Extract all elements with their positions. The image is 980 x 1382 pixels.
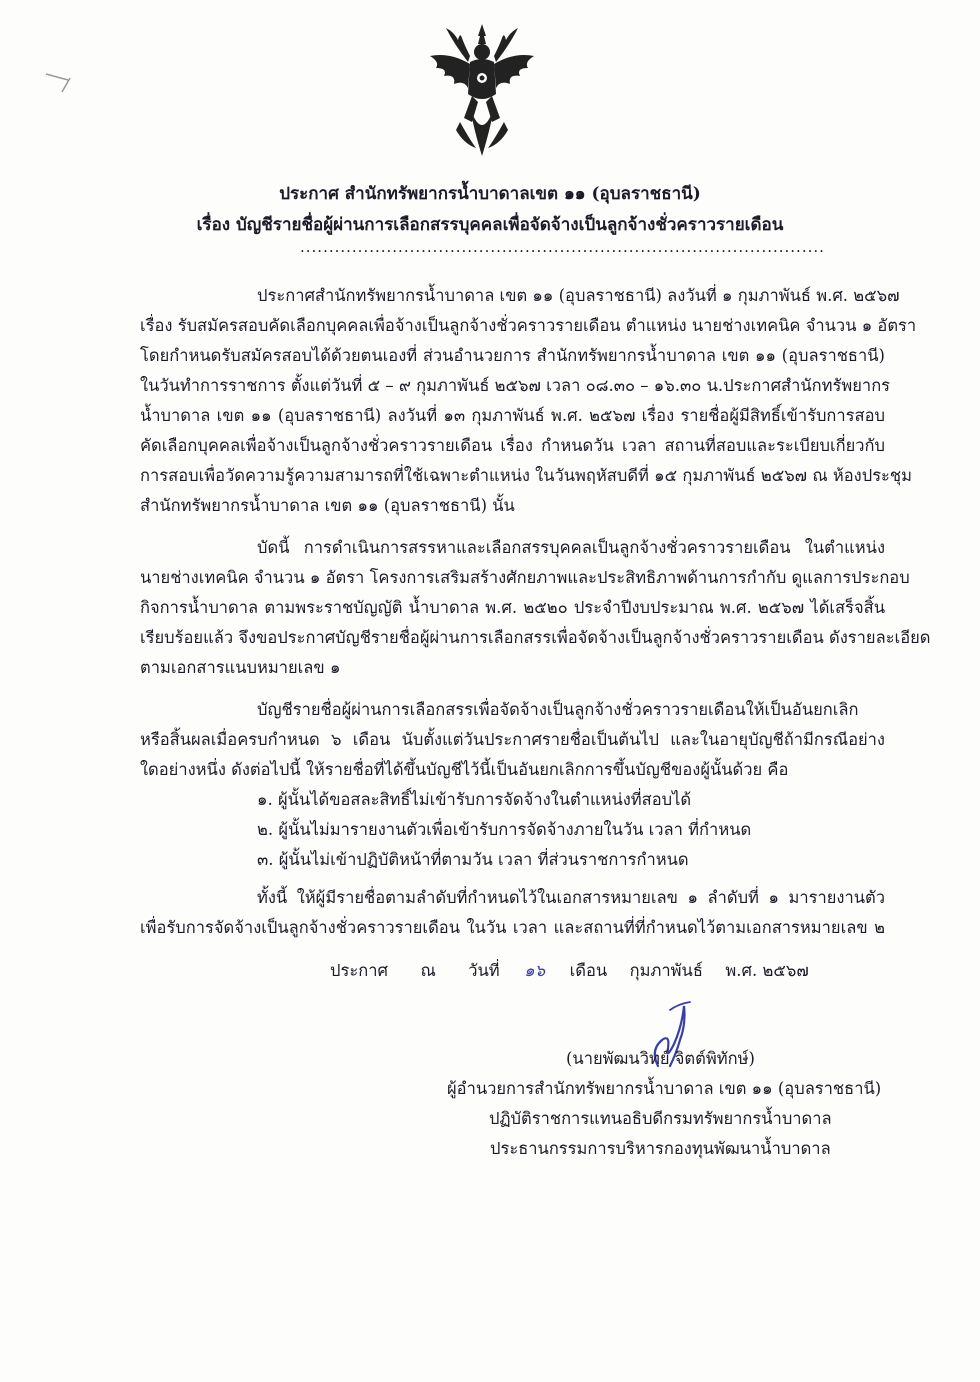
- paragraph-1-line: การสอบเพื่อวัดความรู้ความสามารถที่ใช้เฉพาะตำแหน่ง ในวันพฤหัสบดีที่ ๑๕ กุมภาพันธ์ ๒๕๖๗ ณ ห้องประชุม: [140, 466, 912, 485]
- dateline: [330, 958, 809, 984]
- garuda-emblem: [420, 22, 544, 162]
- list-item: ๑. ผู้นั้นได้ขอสละสิทธิ์ไม่เข้ารับการจัดจ้างในตำแหน่งที่สอบได้: [257, 790, 692, 809]
- dateline-day-value: ๑๖: [524, 961, 546, 980]
- paragraph-1-line: ในวันทำการราชการ ตั้งแต่วันที่ ๕ – ๙ กุมภาพันธ์ ๒๕๖๗ เวลา ๐๘.๓๐ – ๑๖.๓๐ น.ประกาศสำนักทรัพยากร: [140, 376, 891, 395]
- paragraph-1-line: โดยกำหนดรับสมัครสอบได้ด้วยตนเองที่ ส่วนอำนวยการ สำนักทรัพยากรน้ำบาดาล เขต ๑๑ (อุบลราชธานี): [140, 346, 885, 365]
- paragraph-1-line: ประกาศสำนักทรัพยากรน้ำบาดาล เขต ๑๑ (อุบลราชธานี) ลงวันที่ ๑ กุมภาพันธ์ พ.ศ. ๒๕๖๗: [257, 286, 900, 305]
- dateline-day-label: วันที่: [468, 961, 500, 980]
- paragraph-4-line: ทั้งนี้ ให้ผู้มีรายชื่อตามลำดับที่กำหนดไว้ในเอกสารหมายเลข ๑ ลำดับที่ ๑ มารายงานตัว: [257, 888, 885, 907]
- announcement-title: ประกาศ สำนักทรัพยากรน้ำบาดาลเขต ๑๑ (อุบลราชธานี): [279, 184, 701, 204]
- dateline-announce: ประกาศ: [330, 961, 388, 980]
- paragraph-1-line: สำนักทรัพยากรน้ำบาดาล เขต ๑๑ (อุบลราชธานี) นั้น: [140, 496, 515, 515]
- signatory-name: (นายพัฒนวิทย์ จิตต์พิทักษ์): [566, 1049, 755, 1068]
- signatory-position: ปฏิบัติราชการแทนอธิบดีกรมทรัพยากรน้ำบาดาล: [489, 1109, 832, 1128]
- margin-mark: [40, 66, 100, 96]
- paragraph-2-line: นายช่างเทคนิค จำนวน ๑ อัตรา โครงการเสริมสร้างศักยภาพและประสิทธิภาพด้านการกำกับ ดูแลการประกอบ: [140, 568, 910, 587]
- signatory-position: ผู้อำนวยการสำนักทรัพยากรน้ำบาดาล เขต ๑๑ (อุบลราชธานี): [447, 1079, 882, 1098]
- paragraph-1-line: เรื่อง รับสมัครสอบคัดเลือกบุคคลเพื่อจ้างเป็นลูกจ้างชั่วคราวรายเดือน ตำแหน่ง นายช่างเทคนิค จำนวน ๑ อัตรา: [140, 316, 917, 335]
- dateline-month-label: เดือน: [569, 961, 608, 980]
- paragraph-2-line: บัดนี้ การดำเนินการสรรหาและเลือกสรรบุคคลเป็นลูกจ้างชั่วคราวรายเดือน ในตำแหน่ง: [257, 538, 885, 557]
- paragraph-2-line: เรียบร้อยแล้ว จึงขอประกาศบัญชีรายชื่อผู้ผ่านการเลือกสรรเพื่อจัดจ้างเป็นลูกจ้างชั่วคราวรายเดือน ดังรายละเอียด: [140, 628, 931, 647]
- announcement-subject: เรื่อง บัญชีรายชื่อผู้ผ่านการเลือกสรรบุคคลเพื่อจัดจ้างเป็นลูกจ้างชั่วคราวรายเดือน: [196, 215, 784, 235]
- paragraph-3-line: บัญชีรายชื่อผู้ผ่านการเลือกสรรเพื่อจัดจ้างเป็นลูกจ้างชั่วคราวรายเดือนให้เป็นอันยกเลิก: [257, 700, 859, 719]
- paragraph-4-line: เพื่อรับการจัดจ้างเป็นลูกจ้างชั่วคราวรายเดือน ในวัน เวลา และสถานที่ที่กำหนดไว้ตามเอกสารหมายเลข ๒: [140, 918, 885, 937]
- dateline-year: พ.ศ. ๒๕๖๗: [725, 961, 809, 980]
- list-item: ๓. ผู้นั้นไม่เข้าปฏิบัติหน้าที่ตามวัน เวลา ที่ส่วนราชการกำหนด: [257, 850, 689, 869]
- dateline-at: ณ: [420, 961, 436, 980]
- paragraph-3-line: หรือสิ้นผลเมื่อครบกำหนด ๖ เดือน นับตั้งแต่วันประกาศรายชื่อเป็นต้นไป และในอายุบัญชีถ้ามีกรณีอย่าง: [140, 730, 885, 749]
- paragraph-2-line: ตามเอกสารแนบหมายเลข ๑: [140, 658, 341, 677]
- title-separator: ...........................................................................................: [300, 238, 825, 256]
- paragraph-1-line: น้ำบาดาล เขต ๑๑ (อุบลราชธานี) ลงวันที่ ๑๓ กุมภาพันธ์ พ.ศ. ๒๕๖๗ เรื่อง รายชื่อผู้มีสิทธิ์เข้ารับการสอบ: [140, 406, 885, 425]
- paragraph-3-line: ใดอย่างหนึ่ง ดังต่อไปนี้ ให้รายชื่อที่ได้ขึ้นบัญชีไว้นี้เป็นอันยกเลิกการขึ้นบัญชีของผู้นั้นด้วย คือ: [140, 760, 789, 779]
- list-item: ๒. ผู้นั้นไม่มารายงานตัวเพื่อเข้ารับการจัดจ้างภายในวัน เวลา ที่กำหนด: [257, 820, 752, 839]
- dateline-month: กุมภาพันธ์: [629, 961, 703, 980]
- signatory-position: ประธานกรรมการบริหารกองทุนพัฒนาน้ำบาดาล: [490, 1139, 831, 1158]
- paragraph-1-line: คัดเลือกบุคคลเพื่อจ้างเป็นลูกจ้างชั่วคราวรายเดือน เรื่อง กำหนดวัน เวลา สถานที่สอบและระเบียบเกี่ยวกับ: [140, 436, 885, 455]
- paragraph-2-line: กิจการน้ำบาดาล ตามพระราชบัญญัติ น้ำบาดาล พ.ศ. ๒๕๒๐ ประจำปีงบประมาณ พ.ศ. ๒๕๖๗ ได้เสร็จสิ้น: [140, 598, 885, 617]
